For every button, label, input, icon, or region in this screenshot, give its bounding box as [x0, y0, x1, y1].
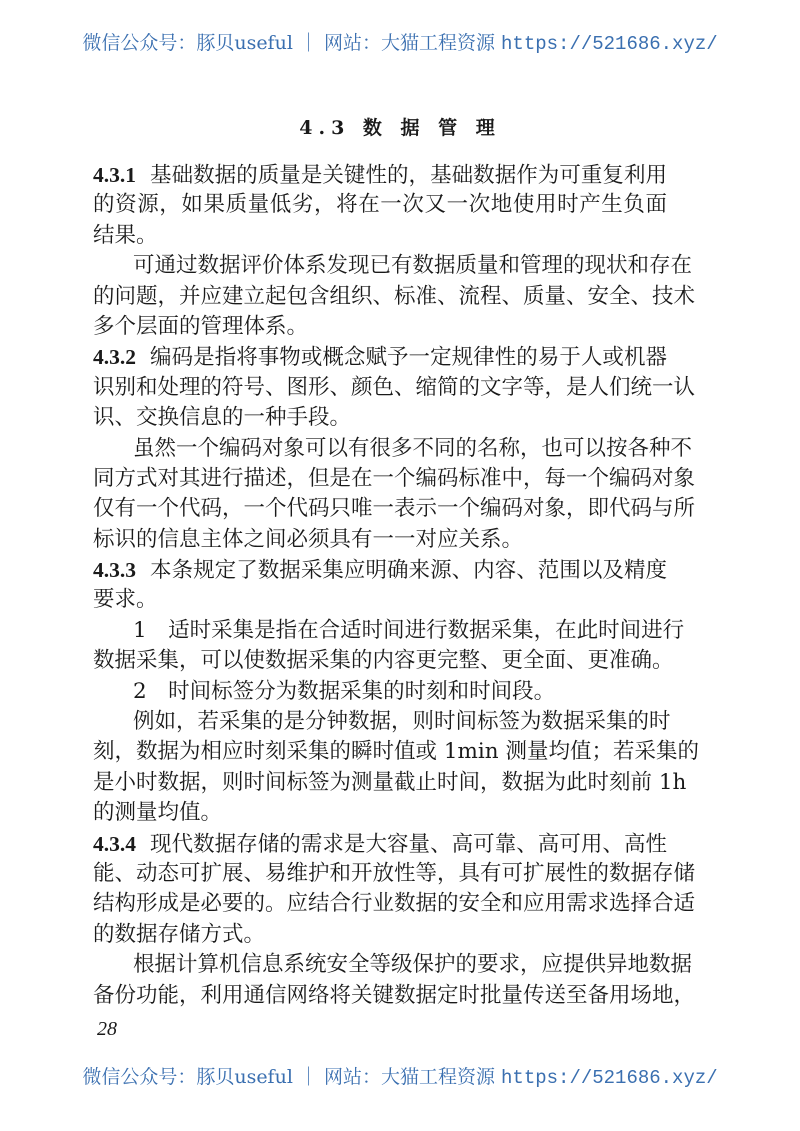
line-text: 现代数据存储的需求是大容量、高可靠、高可用、高性 [150, 831, 667, 857]
line-text: 的数据存储方式。 [93, 921, 266, 947]
watermark-url: https://521686.xyz/ [501, 1067, 718, 1089]
line-text: 识、交换信息的一种手段。 [93, 405, 352, 431]
text-line [93, 221, 667, 251]
line-text: 备份功能，利用通信网络将关键数据定时批量传送至备用场地， [93, 982, 696, 1008]
text-line [93, 464, 696, 494]
text-line [93, 768, 687, 798]
line-text: 多个层面的管理体系。 [93, 313, 309, 339]
text-line [93, 950, 693, 980]
text-line [93, 494, 696, 524]
text-line [93, 585, 667, 615]
text-line [93, 312, 667, 342]
text-line [93, 251, 693, 281]
watermark-text: 微信公众号：豚贝useful ｜ 网站：大猫工程资源 [82, 1066, 502, 1088]
text-line [93, 707, 671, 737]
line-text: 同方式对其进行描述，但是在一个编码标准中，每一个编码对象 [93, 465, 696, 491]
line-text: 根据计算机信息系统安全等级保护的要求，应提供异地数据 [133, 952, 693, 978]
line-text: 编码是指将事物或概念赋予一定规律性的易于人或机器 [150, 345, 667, 371]
line-text: 基础数据的质量是关键性的，基础数据作为可重复利用 [150, 163, 667, 188]
text-line [93, 859, 696, 889]
watermark-url: https://521686.xyz/ [501, 33, 718, 55]
section-title: 4.3 数 据 管 理 [299, 117, 501, 139]
line-text: 的问题，并应建立起包含组织、标准、流程、质量、安全、技术 [93, 283, 696, 309]
line-text: 结构形成是必要的。应结合行业数据的安全和应用需求选择合适 [93, 891, 696, 917]
text-line [93, 677, 667, 707]
text-line [93, 889, 696, 919]
line-text: 的测量均值。 [93, 800, 223, 826]
line-text: 2 时间标签分为数据采集的时刻和时间段。 [133, 678, 556, 704]
text-line [93, 829, 667, 859]
line-text: 要求。 [93, 587, 158, 613]
document-body [93, 160, 699, 1011]
line-text: 例如，若采集的是分钟数据，则时间标签为数据采集的时 [133, 709, 671, 735]
line-text: 1 适时采集是指在合适时间进行数据采集，在此时间进行 [133, 617, 685, 643]
line-text: 的资源，如果质量低劣，将在一次又一次地使用时产生负面 [93, 192, 667, 218]
text-line [93, 981, 696, 1011]
text-line [93, 798, 667, 828]
watermark-bottom [0, 1062, 800, 1089]
line-text: 刻，数据为相应时刻采集的瞬时值或 1min 测量均值；若采集的 [93, 739, 699, 765]
text-line [93, 190, 667, 220]
line-text: 识别和处理的符号、图形、颜色、缩简的文字等，是人们统一认 [93, 374, 696, 400]
text-line [93, 525, 667, 555]
line-text: 是小时数据，则时间标签为测量截止时间，数据为此时刻前 1h [93, 769, 687, 795]
line-text: 可通过数据评价体系发现已有数据质量和管理的现状和存在 [133, 253, 693, 279]
text-line [93, 403, 667, 433]
line-text: 仅有一个代码，一个代码只唯一表示一个编码对象，即代码与所 [93, 496, 696, 522]
text-line [93, 646, 674, 676]
line-text: 数据采集，可以使数据采集的内容更完整、更全面、更准确。 [93, 648, 674, 674]
text-line [93, 737, 699, 767]
clause-number: 4.3.2 [93, 345, 136, 370]
watermark-text: 微信公众号：豚贝useful ｜ 网站：大猫工程资源 [82, 32, 502, 54]
text-line [93, 282, 696, 312]
line-text: 标识的信息主体之间必须具有一一对应关系。 [93, 526, 524, 552]
clause-number: 4.3.4 [93, 831, 136, 856]
text-line [93, 434, 693, 464]
watermark-top [0, 28, 800, 55]
line-text: 虽然一个编码对象可以有很多不同的名称，也可以按各种不 [133, 435, 693, 461]
page-number: 28 [97, 1018, 117, 1040]
text-line [93, 342, 667, 372]
text-line [93, 160, 667, 190]
text-line [93, 616, 685, 646]
text-line [93, 555, 667, 585]
clause-number: 4.3.1 [93, 163, 136, 187]
line-text: 能、动态可扩展、易维护和开放性等，具有可扩展性的数据存储 [93, 860, 696, 886]
line-text: 本条规定了数据采集应明确来源、内容、范围以及精度 [150, 558, 667, 584]
line-text: 结果。 [93, 222, 158, 248]
text-line [93, 920, 667, 950]
text-line [93, 373, 696, 403]
clause-number: 4.3.3 [93, 558, 136, 583]
